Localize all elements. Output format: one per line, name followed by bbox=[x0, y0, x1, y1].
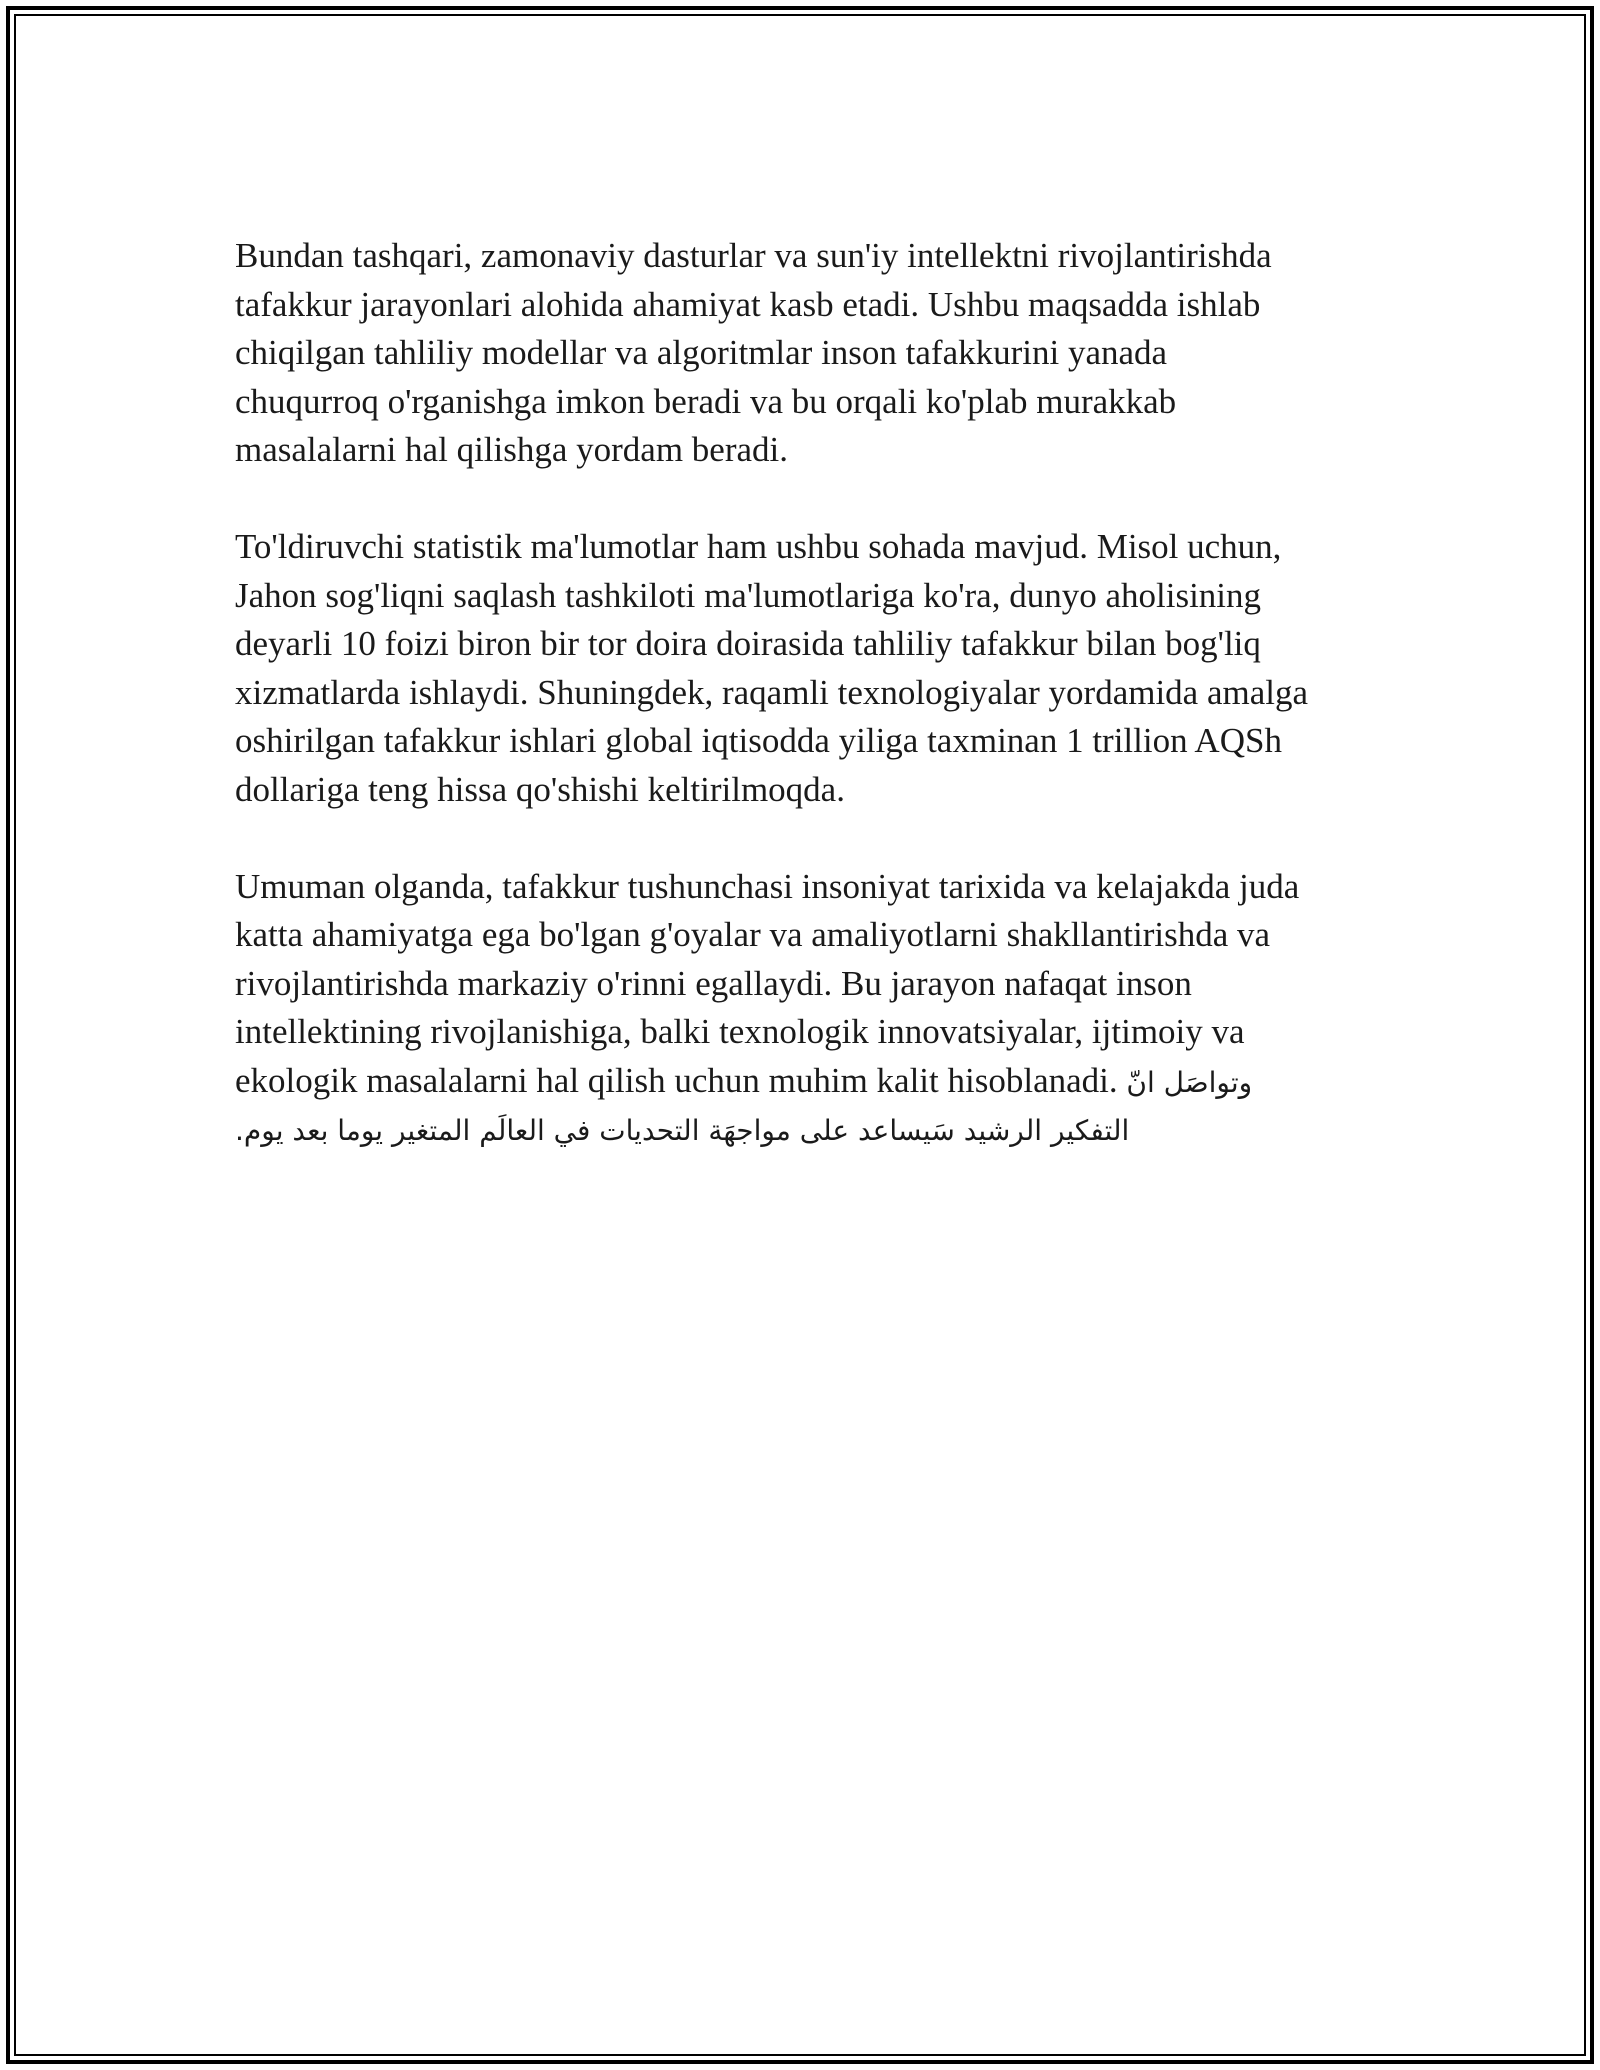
paragraph-3-latin-text: Umuman olganda, tafakkur tushunchasi insoniyat tarixida va kelajakda juda katta ahamiyatga ega bo'lgan g'oyalar va amaliyotlarni shakllantirishda va rivojlantirishda markaziy o'rinni egallaydi. Bu jarayon nafaqat inson intellektining rivojlanishiga, balki texnologik innovatsiyalar, ijtimoiy va ekologik masalalarni hal qilish uchun muhim kalit hisoblanadi. bbox=[235, 866, 1300, 1100]
paragraph-3-arabic-line: التفكير الرشيد سَيساعد على مواجهَة التحديات في العالَم المتغير يوما بعد يوم. bbox=[235, 1114, 1130, 1147]
paragraph-2: To'ldiruvchi statistik ma'lumotlar ham ushbu sohada mavjud. Misol uchun, Jahon sog'liqni saqlash tashkiloti ma'lumotlariga ko'ra, dunyo aholisining deyarli 10 foizi biron bir tor doira doirasida tahliliy tafakkur bilan bog'liq xizmatlarda ishlaydi. Shuningdek, raqamli texnologiyalar yordamida amalga oshirilgan tafakkur ishlari global iqtisodda yiliga taxminan 1 trillion AQSh dollariga teng hissa qo'shishi keltirilmoqda. bbox=[235, 527, 1309, 809]
paragraph-1: Bundan tashqari, zamonaviy dasturlar va sun'iy intellektni rivojlantirishda tafakkur jarayonlari alohida ahamiyat kasb etadi. Ushbu maqsadda ishlab chiqilgan tahliliy modellar va algoritmlar inson tafakkurini yanada chuqurroq o'rganishga imkon beradi va bu orqali ko'plab murakkab masalalarni hal qilishga yordam beradi. bbox=[235, 236, 1272, 469]
paragraph-3-arabic-inline: وتواصَل انّ bbox=[1126, 1065, 1253, 1099]
document-body bbox=[235, 232, 1375, 1204]
paragraph-3 bbox=[235, 863, 1375, 1156]
